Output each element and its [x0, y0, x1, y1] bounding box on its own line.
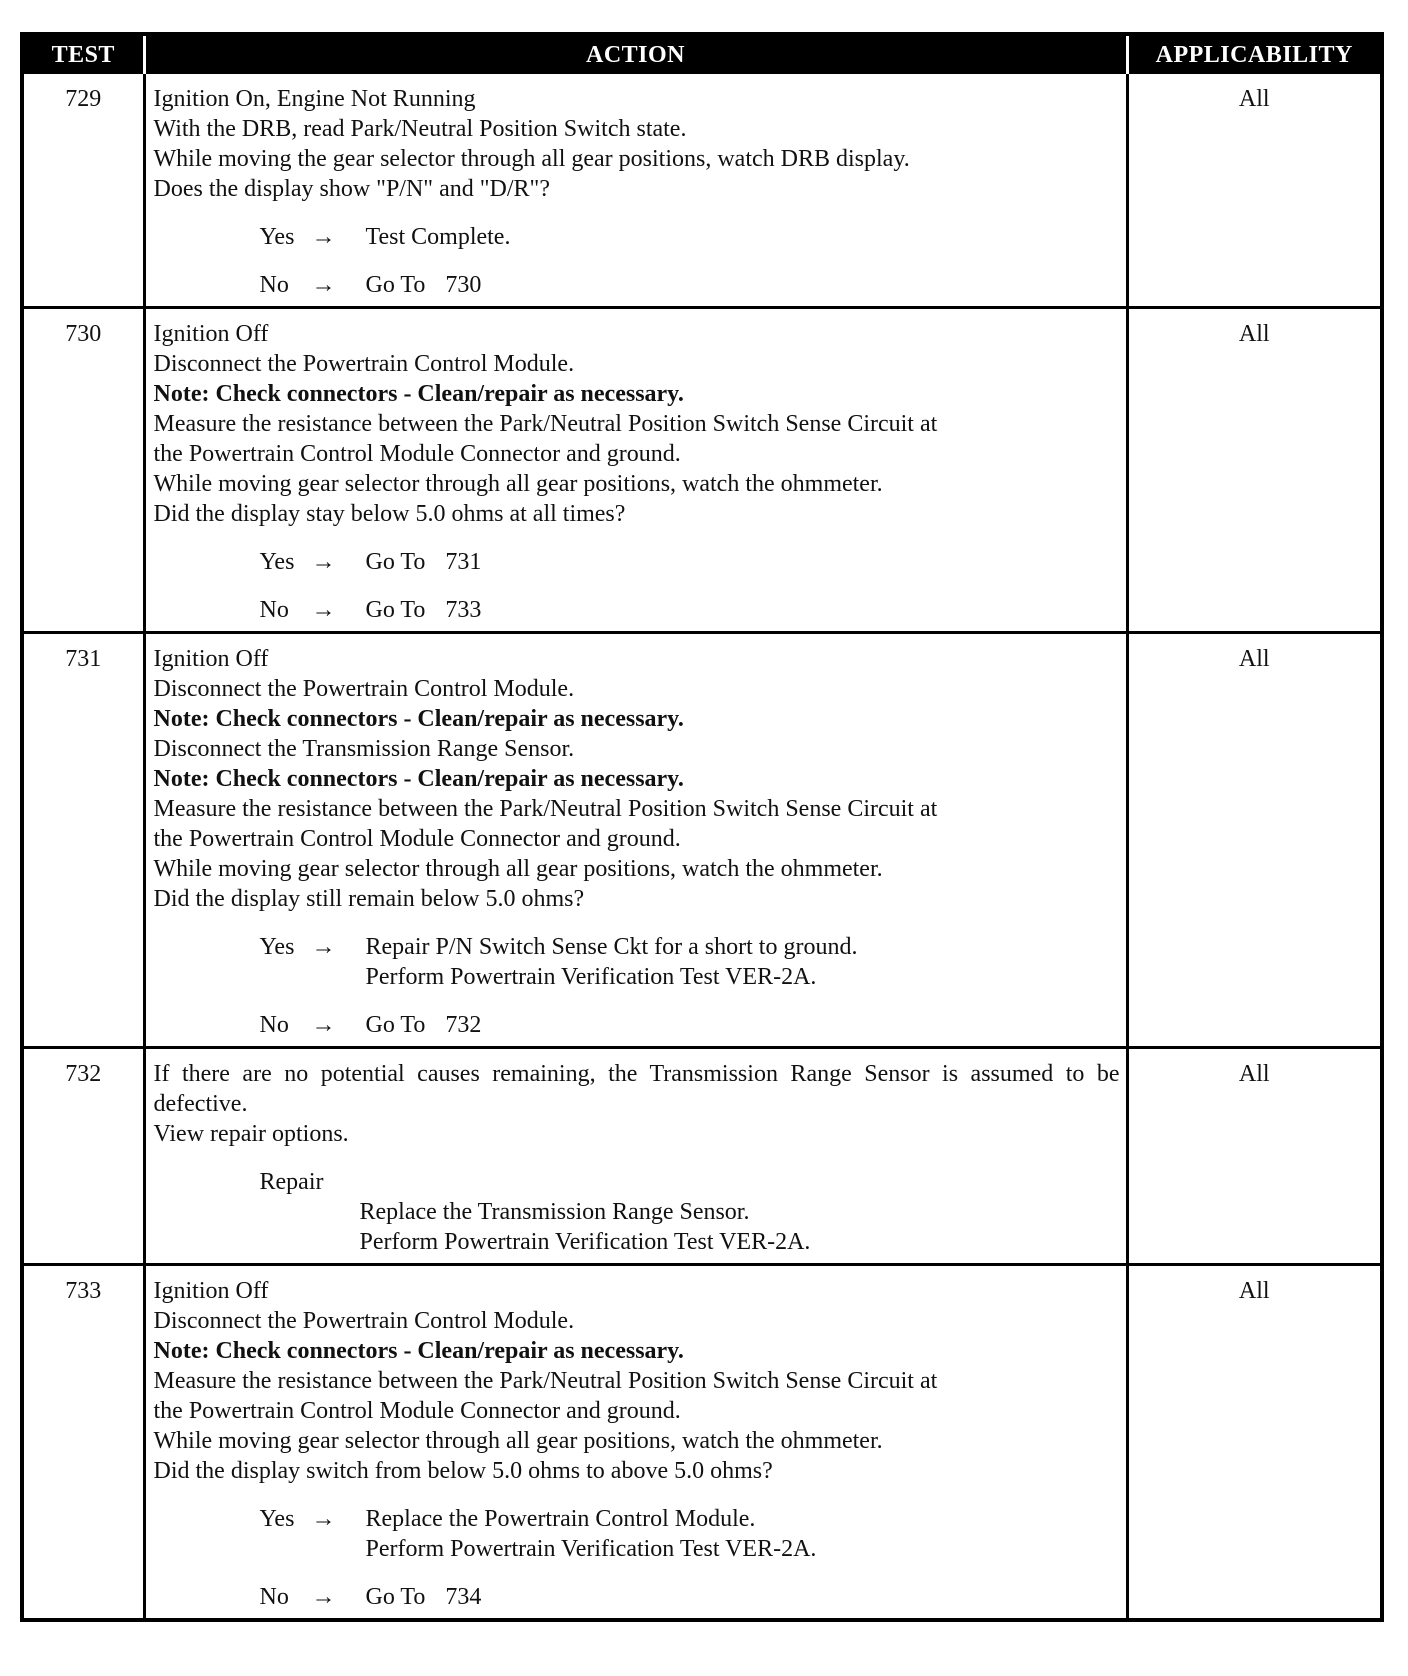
no-response — [260, 595, 1120, 625]
goto-test-number: 730 — [445, 272, 482, 298]
response-text: Repair P/N Switch Sense Ckt for a short to ground. — [365, 934, 858, 960]
test-number: 730 — [24, 308, 144, 633]
action-line: View repair options. — [153, 1121, 349, 1147]
arrow-icon: → — [311, 597, 336, 623]
action-line: Did the display still remain below 5.0 ohms? — [153, 886, 585, 912]
yes-label: Yes — [259, 934, 295, 960]
action-line: the Powertrain Control Module Connector and ground. — [153, 1398, 681, 1424]
action-line: the Powertrain Control Module Connector and ground. — [153, 826, 681, 852]
arrow-icon: → — [311, 224, 336, 250]
action-line: While moving gear selector through all gear positions, watch the ohmmeter. — [153, 1428, 883, 1454]
diagnostic-test-table — [20, 32, 1384, 1622]
goto-test-number: 732 — [445, 1012, 482, 1038]
action-line: Ignition Off — [153, 321, 269, 347]
action-line: Did the display switch from below 5.0 ohms to above 5.0 ohms? — [153, 1458, 773, 1484]
no-label: No — [259, 1012, 289, 1038]
action-line: Measure the resistance between the Park/Neutral Position Switch Sense Circuit at — [153, 796, 938, 822]
action-line: Ignition Off — [153, 1278, 269, 1304]
action-line: Disconnect the Powertrain Control Module. — [153, 351, 575, 377]
action-line: Note: Check connectors - Clean/repair as necessary. — [153, 381, 684, 407]
yes-response — [260, 547, 1120, 577]
action-line: Note: Check connectors - Clean/repair as necessary. — [153, 1338, 684, 1364]
repair-items — [360, 1197, 1120, 1257]
goto-label: Go To — [365, 1584, 426, 1610]
no-label: No — [259, 272, 289, 298]
yes-response — [260, 932, 1120, 992]
action-line: Measure the resistance between the Park/Neutral Position Switch Sense Circuit at — [153, 411, 938, 437]
action-cell — [144, 1265, 1127, 1619]
action-line: Disconnect the Powertrain Control Module. — [153, 1308, 575, 1334]
table-row — [24, 1265, 1380, 1619]
action-line: Ignition On, Engine Not Running — [153, 86, 476, 112]
arrow-icon: → — [311, 272, 336, 298]
goto-test-number: 733 — [445, 597, 482, 623]
action-line: Note: Check connectors - Clean/repair as necessary. — [153, 706, 684, 732]
action-line: Ignition Off — [153, 646, 269, 672]
header-test: TEST — [24, 36, 144, 74]
action-line: Note: Check connectors - Clean/repair as necessary. — [153, 766, 684, 792]
action-line: Does the display show "P/N" and "D/R"? — [153, 176, 550, 202]
action-line: While moving gear selector through all gear positions, watch the ohmmeter. — [153, 471, 883, 497]
arrow-icon: → — [311, 1506, 336, 1532]
goto-label: Go To — [365, 597, 426, 623]
applicability: All — [1127, 308, 1380, 633]
no-label: No — [259, 1584, 289, 1610]
table-row — [24, 74, 1380, 308]
action-line: While moving the gear selector through all gear positions, watch DRB display. — [153, 146, 910, 172]
test-number: 733 — [24, 1265, 144, 1619]
goto-label: Go To — [365, 549, 426, 575]
test-number: 732 — [24, 1048, 144, 1265]
yes-target — [366, 932, 858, 992]
yes-response — [260, 222, 1120, 252]
response-text: Replace the Powertrain Control Module. — [365, 1506, 756, 1532]
table-row — [24, 633, 1380, 1048]
arrow-icon: → — [311, 934, 336, 960]
action-cell — [144, 1048, 1127, 1265]
no-target — [366, 270, 482, 300]
response-text: Test Complete. — [365, 224, 511, 250]
no-response — [260, 1010, 1120, 1040]
table-header-row — [24, 36, 1380, 74]
goto-test-number: 731 — [445, 549, 482, 575]
header-action: ACTION — [144, 36, 1127, 74]
test-number: 731 — [24, 633, 144, 1048]
no-response — [260, 270, 1120, 300]
repair-label: Repair — [259, 1169, 324, 1195]
goto-label: Go To — [365, 1012, 426, 1038]
header-applicability: APPLICABILITY — [1127, 36, 1380, 74]
yes-target — [366, 222, 511, 252]
applicability: All — [1127, 1048, 1380, 1265]
arrow-icon: → — [311, 549, 336, 575]
table-row — [24, 308, 1380, 633]
goto-label: Go To — [365, 272, 426, 298]
goto-test-number: 734 — [445, 1584, 482, 1610]
repair-item: Perform Powertrain Verification Test VER-2A. — [359, 1229, 811, 1255]
applicability: All — [1127, 74, 1380, 308]
no-target — [366, 595, 482, 625]
test-number: 729 — [24, 74, 144, 308]
no-label: No — [259, 597, 289, 623]
no-target — [366, 1010, 482, 1040]
action-cell — [144, 308, 1127, 633]
arrow-icon: → — [311, 1584, 336, 1610]
yes-target — [366, 547, 482, 577]
no-response — [260, 1582, 1120, 1612]
action-line: If there are no potential causes remaining, the Transmission Range Sensor is assumed to be defective. — [153, 1061, 1120, 1117]
response-text: Perform Powertrain Verification Test VER-2A. — [365, 1536, 817, 1562]
action-line: the Powertrain Control Module Connector and ground. — [153, 441, 681, 467]
yes-target — [366, 1504, 817, 1564]
action-line: Disconnect the Powertrain Control Module. — [153, 676, 575, 702]
action-cell — [144, 633, 1127, 1048]
arrow-icon: → — [311, 1012, 336, 1038]
action-line: Measure the resistance between the Park/Neutral Position Switch Sense Circuit at — [153, 1368, 938, 1394]
no-target — [366, 1582, 482, 1612]
repair-block — [260, 1167, 1120, 1257]
applicability: All — [1127, 1265, 1380, 1619]
yes-label: Yes — [259, 224, 295, 250]
repair-item: Replace the Transmission Range Sensor. — [359, 1199, 750, 1225]
action-line: Disconnect the Transmission Range Sensor. — [153, 736, 575, 762]
yes-response — [260, 1504, 1120, 1564]
table-row — [24, 1048, 1380, 1265]
action-cell — [144, 74, 1127, 308]
applicability: All — [1127, 633, 1380, 1048]
response-text: Perform Powertrain Verification Test VER-2A. — [365, 964, 817, 990]
yes-label: Yes — [259, 549, 295, 575]
yes-label: Yes — [259, 1506, 295, 1532]
action-line: While moving gear selector through all gear positions, watch the ohmmeter. — [153, 856, 883, 882]
action-line: With the DRB, read Park/Neutral Position Switch state. — [153, 116, 687, 142]
action-line: Did the display stay below 5.0 ohms at all times? — [153, 501, 626, 527]
